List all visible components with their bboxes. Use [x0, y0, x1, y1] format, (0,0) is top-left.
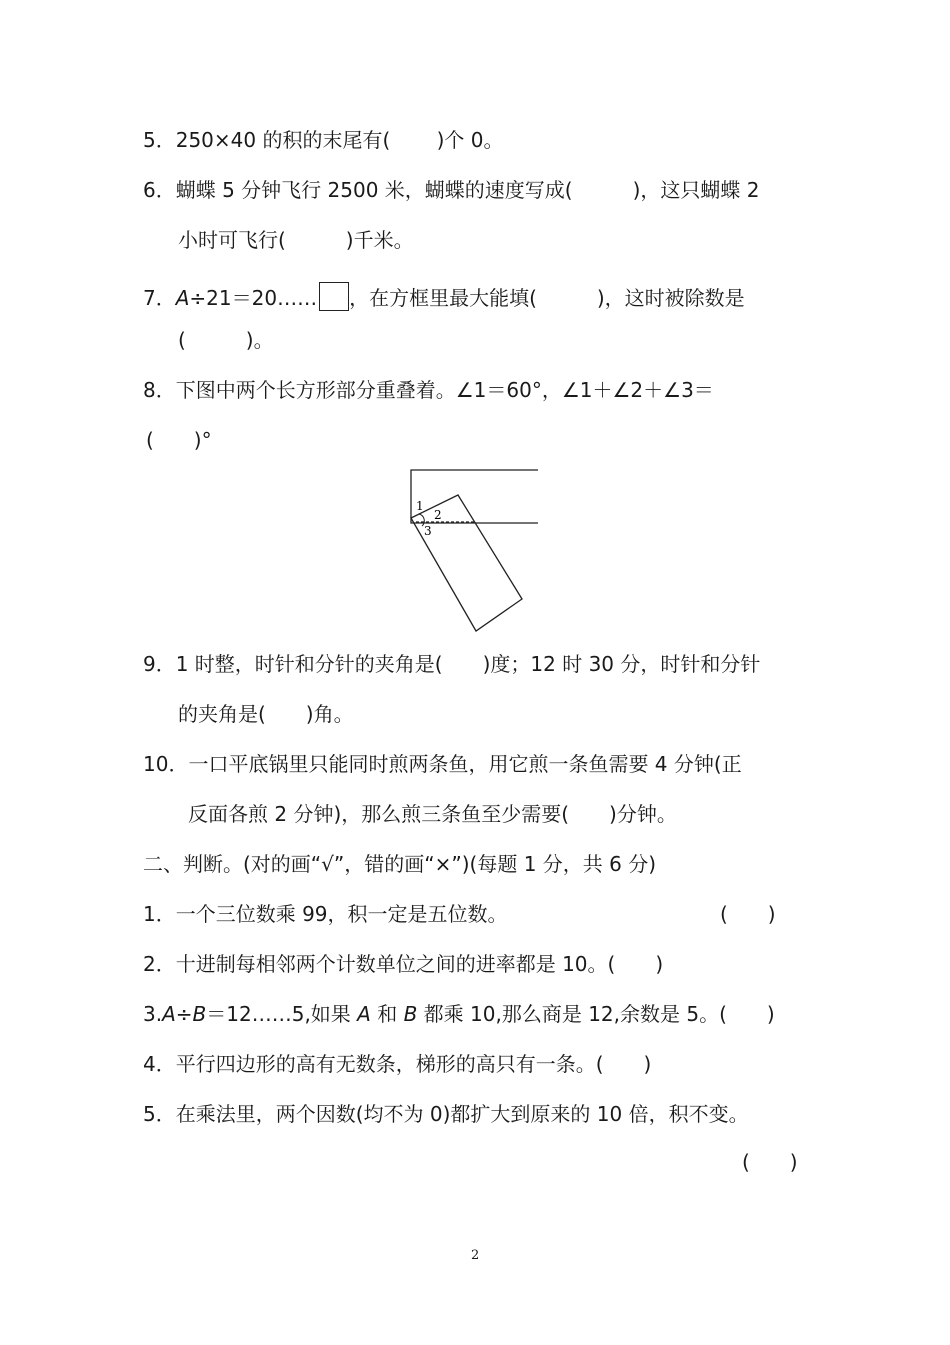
- judge-4: 4．平行四边形的高有无数条，梯形的高只有一条。( ): [143, 1052, 652, 1076]
- question-6-line-2: 小时可飞行( )千米。: [178, 228, 414, 252]
- judge-3-number: 3.: [143, 1002, 163, 1026]
- judge-5: 5．在乘法里，两个因数(均不为 0)都扩大到原来的 10 倍，积不变。: [143, 1102, 749, 1126]
- question-10-line-1: 10．一口平底锅里只能同时煎两条鱼，用它煎一条鱼需要 4 分钟(正: [143, 752, 742, 776]
- angle-label-2: 2: [434, 508, 442, 522]
- question-7-line-1: [143, 282, 745, 312]
- judge-3-text-3: 都乘 10,那么商是 12,余数是 5。( ): [417, 1002, 775, 1026]
- page-number: 2: [471, 1248, 480, 1263]
- question-7-expression: ÷21＝20……: [189, 286, 318, 310]
- variable-a: A: [162, 1002, 176, 1026]
- question-6-line-1: 6．蝴蝶 5 分钟飞行 2500 米，蝴蝶的速度写成( )，这只蝴蝶 2: [143, 178, 760, 202]
- judge-3-text-2: 和: [370, 1002, 404, 1026]
- judge-2: 2．十进制每相邻两个计数单位之间的进率都是 10。( ): [143, 952, 664, 976]
- question-7-rest: ，在方框里最大能填( )，这时被除数是: [349, 286, 745, 310]
- angle-label-1: 1: [416, 499, 424, 513]
- variable-b: B: [403, 1002, 418, 1026]
- question-8-line-2: ( )°: [146, 428, 212, 452]
- variable-a: A: [357, 1002, 371, 1026]
- question-7-number: 7．: [143, 286, 176, 310]
- judge-1: 1．一个三位数乘 99，积一定是五位数。: [143, 902, 508, 926]
- judge-5-answer-paren: ( ): [742, 1150, 798, 1174]
- question-9-line-1: 9．1 时整，时针和分针的夹角是( )度；12 时 30 分，时针和分针: [143, 652, 761, 676]
- section-heading-judge: 二、判断。(对的画“√”，错的画“×”)(每题 1 分，共 6 分): [143, 852, 657, 876]
- answer-square-box: [319, 282, 349, 311]
- horizontal-rectangle: [411, 470, 538, 523]
- question-9-line-2: 的夹角是( )角。: [178, 702, 354, 726]
- question-7-line-2: ( )。: [178, 328, 274, 352]
- judge-3-text-1: ＝12……5,如果: [206, 1002, 358, 1026]
- variable-b: B: [192, 1002, 207, 1026]
- judge-1-answer-paren: ( ): [720, 902, 776, 926]
- overlapping-rectangles-figure: [400, 460, 550, 640]
- question-5: 5．250×40 的积的末尾有( )个 0。: [143, 128, 504, 152]
- question-8-line-1: 8．下图中两个长方形部分重叠着。∠1＝60°，∠1＋∠2＋∠3＝: [143, 378, 714, 402]
- question-10-line-2: 反面各煎 2 分钟)，那么煎三条鱼至少需要( )分钟。: [188, 802, 677, 826]
- tilted-rectangle: [411, 495, 522, 631]
- judge-3-divide: ÷: [175, 1002, 193, 1026]
- judge-3: [143, 1000, 775, 1028]
- angle-label-3: 3: [424, 524, 432, 538]
- variable-a: A: [175, 286, 190, 310]
